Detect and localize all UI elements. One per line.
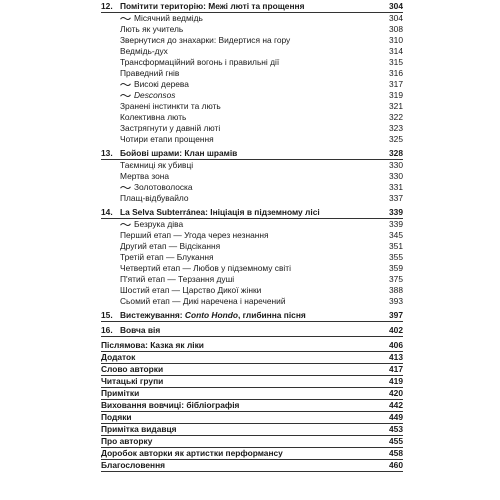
toc-subsection-row[interactable] bbox=[101, 171, 403, 182]
toc-entry-title bbox=[101, 388, 139, 400]
toc-entry-text: Шостий етап — Царство Дикої жінки bbox=[120, 285, 262, 295]
toc-entry-title bbox=[120, 1, 304, 12]
toc-section-row[interactable] bbox=[101, 412, 403, 424]
toc-entry-text: Застрягнути у давній люті bbox=[120, 123, 221, 133]
page-number: 406 bbox=[389, 340, 403, 350]
page-number: 345 bbox=[389, 230, 403, 240]
toc-entry-title bbox=[120, 182, 193, 193]
toc-entry-text: Золотоволоска bbox=[134, 182, 193, 192]
toc-entry-text: Примітки bbox=[101, 388, 140, 398]
toc-subsection-row[interactable] bbox=[101, 112, 403, 123]
toc-entry-title bbox=[120, 193, 189, 204]
toc-entry-title bbox=[120, 57, 279, 68]
page-number: 339 bbox=[389, 207, 403, 217]
page-number: 458 bbox=[389, 448, 403, 458]
toc-chapter-row[interactable] bbox=[101, 325, 403, 337]
toc-entry-text: Післямова: Казка як ліки bbox=[101, 340, 204, 350]
toc-subsection-row[interactable] bbox=[101, 193, 403, 204]
toc-entry-text: П'ятий етап — Терзання душі bbox=[120, 274, 235, 284]
toc-subsection-row[interactable] bbox=[101, 90, 403, 101]
toc-entry-text: Мертва зона bbox=[120, 171, 170, 181]
toc-entry-title bbox=[120, 112, 186, 123]
toc-entry-title bbox=[120, 134, 214, 145]
page-number: 330 bbox=[389, 171, 403, 181]
toc-entry-text: Таємниці як убивці bbox=[120, 160, 194, 170]
toc-section-row[interactable] bbox=[101, 388, 403, 400]
toc-entry-title bbox=[120, 46, 168, 57]
toc-entry-title bbox=[120, 90, 175, 101]
wave-icon bbox=[120, 79, 131, 90]
toc-entry-text: Перший етап — Угода через незнання bbox=[120, 230, 269, 240]
page-number: 375 bbox=[389, 274, 403, 284]
chapter-number: 15. bbox=[101, 310, 113, 320]
page-number: 314 bbox=[389, 46, 403, 56]
page-number: 330 bbox=[389, 160, 403, 170]
toc-chapter-row[interactable] bbox=[101, 148, 403, 160]
page-number: 315 bbox=[389, 57, 403, 67]
page-number: 393 bbox=[389, 296, 403, 306]
toc-entry-title bbox=[120, 285, 261, 296]
toc-subsection-row[interactable] bbox=[101, 35, 403, 46]
toc-entry-title bbox=[120, 325, 160, 336]
wave-icon bbox=[120, 182, 131, 193]
page-number: 420 bbox=[389, 388, 403, 398]
toc-entry-title bbox=[120, 310, 306, 321]
toc-entry-title bbox=[101, 460, 165, 472]
toc-entry-text: Звернутися до знахарки: Видертися на гору bbox=[120, 35, 291, 45]
toc-chapter-row[interactable] bbox=[101, 207, 403, 219]
toc-entry-title bbox=[101, 340, 204, 352]
wave-icon bbox=[120, 219, 131, 230]
toc-entry-text: Вовча вія bbox=[120, 325, 161, 335]
toc-entry-title bbox=[120, 101, 221, 112]
toc-section-row[interactable] bbox=[101, 460, 403, 472]
toc-section-row[interactable] bbox=[101, 376, 403, 388]
page-number: 331 bbox=[389, 182, 403, 192]
wave-icon bbox=[120, 90, 131, 101]
wave-icon bbox=[120, 13, 131, 24]
toc-entry-title bbox=[120, 68, 179, 79]
toc-entry-text: Ведмідь-дух bbox=[120, 46, 168, 56]
page-number: 304 bbox=[389, 13, 403, 23]
page-number: 328 bbox=[389, 148, 403, 158]
chapter-number: 14. bbox=[101, 207, 113, 217]
toc-entry-title bbox=[120, 252, 214, 263]
toc-entry-title bbox=[101, 352, 135, 364]
toc-entry-title bbox=[120, 160, 193, 171]
toc-entry-text: Другий етап — Відсікання bbox=[120, 241, 221, 251]
toc-entry-title bbox=[120, 13, 203, 24]
page-number: 351 bbox=[389, 241, 403, 251]
toc-subsection-row[interactable] bbox=[101, 241, 403, 252]
toc-entry-title bbox=[101, 400, 239, 412]
toc-subsection-row[interactable] bbox=[101, 46, 403, 57]
page-number: 308 bbox=[389, 24, 403, 34]
page-number: 442 bbox=[389, 400, 403, 410]
page-number: 339 bbox=[389, 219, 403, 229]
toc-chapter-row[interactable] bbox=[101, 1, 403, 13]
toc-entry-title bbox=[101, 376, 163, 388]
toc-subsection-row[interactable] bbox=[101, 134, 403, 145]
toc-entry-text: La Selva Subterránea: Ініціація в підземному лісі bbox=[120, 207, 320, 217]
page-number: 455 bbox=[389, 436, 403, 446]
toc-subsection-row[interactable] bbox=[101, 24, 403, 35]
toc-subsection-row[interactable] bbox=[101, 57, 403, 68]
chapter-number: 12. bbox=[101, 1, 113, 11]
toc-entry-title bbox=[101, 436, 152, 448]
toc-entry-title bbox=[120, 35, 290, 46]
toc-entry-text: Помітити територію: Межі люті та прощення bbox=[120, 1, 305, 11]
page-number: 310 bbox=[389, 35, 403, 45]
toc-entry-text: Плащ-відбувайло bbox=[120, 193, 189, 203]
toc-entry-text: Подяки bbox=[101, 412, 132, 422]
toc-entry-title bbox=[120, 274, 234, 285]
toc-entry-title bbox=[120, 230, 269, 241]
toc-subsection-row[interactable] bbox=[101, 263, 403, 274]
toc-entry-text: Зранені інстинкти та лють bbox=[120, 101, 221, 111]
toc-subsection-row[interactable] bbox=[101, 219, 403, 230]
page-number: 322 bbox=[389, 112, 403, 122]
page-number: 304 bbox=[389, 1, 403, 11]
toc-entry-title bbox=[120, 24, 183, 35]
page-number: 388 bbox=[389, 285, 403, 295]
toc-subsection-row[interactable] bbox=[101, 13, 403, 24]
toc-subsection-row[interactable] bbox=[101, 68, 403, 79]
page-number: 321 bbox=[389, 101, 403, 111]
page-number: 449 bbox=[389, 412, 403, 422]
toc-section-row[interactable] bbox=[101, 436, 403, 448]
toc-subsection-row[interactable] bbox=[101, 285, 403, 296]
toc-entry-title bbox=[120, 207, 320, 218]
toc-section-row[interactable] bbox=[101, 364, 403, 376]
toc-subsection-row[interactable] bbox=[101, 160, 403, 171]
toc-chapter-row[interactable] bbox=[101, 310, 403, 322]
toc-entry-text: Високі дерева bbox=[134, 79, 189, 89]
chapter-number: 13. bbox=[101, 148, 113, 158]
page-number: 397 bbox=[389, 310, 403, 320]
toc-subsection-row[interactable] bbox=[101, 182, 403, 193]
chapter-number: 16. bbox=[101, 325, 113, 335]
toc-entry-text: Вистежування: Conto Hondo, глибинна пісня bbox=[120, 310, 306, 320]
page-number: 419 bbox=[389, 376, 403, 386]
table-of-contents bbox=[101, 1, 403, 472]
toc-entry-text: Лють як учитель bbox=[120, 24, 184, 34]
toc-entry-text: Четвертий етап — Любов у підземному світі bbox=[120, 263, 291, 273]
toc-subsection-row[interactable] bbox=[101, 296, 403, 307]
toc-entry-title bbox=[101, 448, 283, 460]
toc-entry-text: Колективна лють bbox=[120, 112, 187, 122]
toc-entry-title bbox=[120, 171, 169, 182]
toc-entry-text: Благословення bbox=[101, 460, 166, 470]
toc-entry-title bbox=[120, 263, 291, 274]
toc-entry-text: Примітка видавця bbox=[101, 424, 177, 434]
page-number: 402 bbox=[389, 325, 403, 335]
page-number: 359 bbox=[389, 263, 403, 273]
page-number: 460 bbox=[389, 460, 403, 470]
toc-entry-text: Сьомий етап — Дикі наречена і наречений bbox=[120, 296, 286, 306]
toc-subsection-row[interactable] bbox=[101, 230, 403, 241]
page-number: 325 bbox=[389, 134, 403, 144]
toc-entry-text: Слово авторки bbox=[101, 364, 164, 374]
toc-entry-text: Чотири етапи прощення bbox=[120, 134, 214, 144]
toc-entry-text: Виховання вовчиці: бібліографія bbox=[101, 400, 240, 410]
toc-entry-title bbox=[120, 296, 286, 307]
page-number: 337 bbox=[389, 193, 403, 203]
toc-section-row[interactable] bbox=[101, 400, 403, 412]
toc-entry-text: Третій етап — Блукання bbox=[120, 252, 214, 262]
toc-entry-text: Трансформаційний вогонь і правильні дії bbox=[120, 57, 280, 67]
page-number: 417 bbox=[389, 364, 403, 374]
toc-subsection-row[interactable] bbox=[101, 101, 403, 112]
toc-entry-title bbox=[120, 241, 220, 252]
page-number: 413 bbox=[389, 352, 403, 362]
toc-entry-title bbox=[120, 123, 220, 134]
toc-section-row[interactable] bbox=[101, 352, 403, 364]
toc-entry-title bbox=[101, 412, 132, 424]
toc-entry-title bbox=[101, 364, 163, 376]
toc-entry-title bbox=[101, 424, 177, 436]
toc-entry-text: Доробок авторки як артистки перформансу bbox=[101, 448, 283, 458]
toc-section-row[interactable] bbox=[101, 448, 403, 460]
toc-subsection-row[interactable] bbox=[101, 252, 403, 263]
page-number: 316 bbox=[389, 68, 403, 78]
toc-entry-text: Читацькі групи bbox=[101, 376, 164, 386]
toc-entry-title bbox=[120, 148, 237, 159]
toc-entry-text: Додаток bbox=[101, 352, 136, 362]
toc-entry-text: Безрука діва bbox=[134, 219, 184, 229]
page-number: 355 bbox=[389, 252, 403, 262]
toc-subsection-row[interactable] bbox=[101, 274, 403, 285]
toc-section-row[interactable] bbox=[101, 424, 403, 436]
page-number: 317 bbox=[389, 79, 403, 89]
toc-entry-title bbox=[120, 79, 189, 90]
page-number: 453 bbox=[389, 424, 403, 434]
toc-section-row[interactable] bbox=[101, 340, 403, 352]
toc-entry-text: Місячний ведмідь bbox=[134, 13, 203, 23]
toc-subsection-row[interactable] bbox=[101, 123, 403, 134]
page-number: 319 bbox=[389, 90, 403, 100]
toc-subsection-row[interactable] bbox=[101, 79, 403, 90]
toc-entry-text: Desconsos bbox=[134, 90, 176, 100]
toc-entry-text: Про авторку bbox=[101, 436, 153, 446]
toc-entry-text: Праведний гнів bbox=[120, 68, 180, 78]
toc-entry-text: Бойові шрами: Клан шрамів bbox=[120, 148, 238, 158]
page-number: 323 bbox=[389, 123, 403, 133]
toc-entry-title bbox=[120, 219, 183, 230]
